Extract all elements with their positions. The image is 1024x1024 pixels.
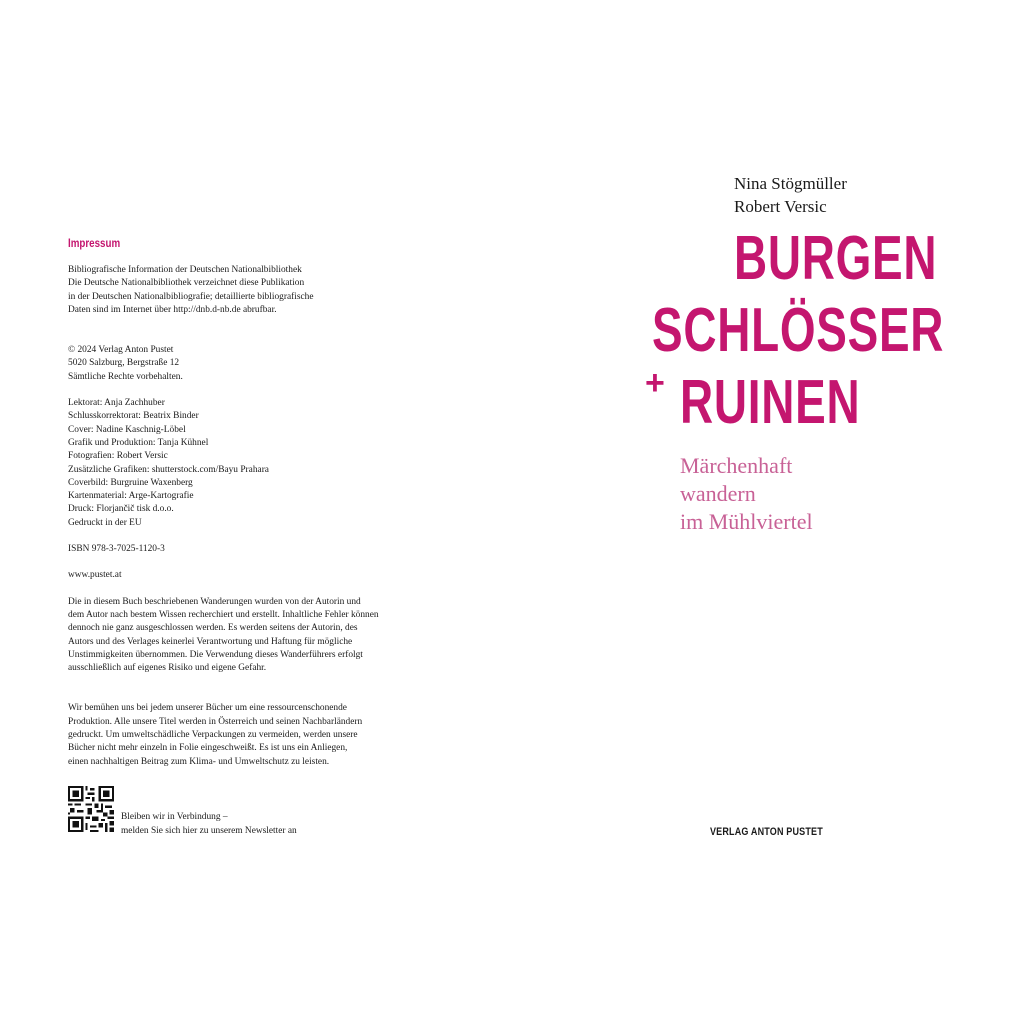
text-line: Wir bemühen uns bei jedem unserer Bücher um eine ressourcenschonende — [68, 703, 347, 714]
text-line: Daten sind im Internet über http://dnb.d-nb.de abrufbar. — [68, 304, 277, 315]
text-line: Bibliografische Information der Deutschen Nationalbibliothek — [68, 265, 302, 275]
text-line: ausschließlich auf eigenes Risiko und eigene Gefahr. — [68, 663, 267, 674]
disclaimer — [68, 596, 428, 676]
text-line: Bleiben wir in Verbindung – — [121, 812, 228, 823]
author-name: Robert Versic — [734, 197, 827, 216]
subtitle — [680, 452, 813, 536]
publisher-name: VERLAG ANTON PUSTET — [710, 826, 823, 838]
text-line: Produktion. Alle unsere Titel werden in Österreich und seinen Nachbarländern — [68, 716, 363, 727]
plus-sign: + — [645, 364, 665, 402]
text-line: dem Autor nach bestem Wissen recherchiert und erstellt. Inhaltliche Fehler können — [68, 609, 379, 620]
text-line: dennoch nie ganz ausgeschlossen werden. Es werden seitens der Autorin, des — [68, 623, 358, 634]
subtitle-line: im Mühlviertel — [680, 509, 813, 534]
text-line: Unstimmigkeiten übernommen. Die Verwendung dieses Wanderführers erfolgt — [68, 649, 363, 660]
newsletter-row — [68, 786, 428, 836]
author-name: Nina Stögmüller — [734, 174, 847, 193]
text-line: Die in diesem Buch beschriebenen Wanderungen wurden von der Autorin und — [68, 596, 361, 607]
text-line: 5020 Salzburg, Bergstraße 12 — [68, 358, 180, 369]
text-line: einen nachhaltigen Beitrag zum Klima- und Umweltschutz zu leisten. — [68, 756, 330, 767]
website-link[interactable]: www.pustet.at — [68, 570, 122, 581]
text-line: in der Deutschen Nationalbibliografie; detaillierte bibliografische — [68, 291, 314, 302]
title-line-burgen: BURGEN — [734, 224, 938, 293]
text-line: Autors und des Verlages keinerlei Verantwortung und Haftung für mögliche — [68, 636, 353, 647]
website — [68, 569, 428, 582]
text-line: © 2024 Verlag Anton Pustet — [68, 345, 174, 356]
impressum-title: Impressum — [68, 238, 121, 250]
text-line: Grafik und Produktion: Tanja Kühnel — [68, 437, 209, 448]
eco-statement — [68, 702, 428, 768]
text-line: Fotografien: Robert Versic — [68, 451, 168, 462]
text-line: Druck: Florjančič tisk d.o.o. — [68, 504, 174, 515]
text-line: Die Deutsche Nationalbibliothek verzeichnet diese Publikation — [68, 278, 305, 289]
qr-code-icon[interactable] — [68, 786, 114, 832]
credits — [68, 397, 428, 530]
subtitle-line: wandern — [680, 481, 756, 506]
text-line: melden Sie sich hier zu unserem Newsletter an — [121, 825, 297, 836]
bibliographic-info — [68, 264, 428, 317]
copyright-info — [68, 344, 428, 384]
text-line: Bücher nicht mehr einzeln in Folie eingeschweißt. Es ist uns ein Anliegen, — [68, 743, 348, 754]
text-line: Cover: Nadine Kaschnig-Löbel — [68, 424, 186, 435]
text-line: Lektorat: Anja Zachhuber — [68, 398, 165, 409]
text-line: gedruckt. Um umweltschädliche Verpackungen zu vermeiden, werden unsere — [68, 730, 358, 741]
isbn-text: ISBN 978-3-7025-1120-3 — [68, 544, 165, 555]
text-line: Gedruckt in der EU — [68, 517, 142, 528]
newsletter-text — [121, 811, 297, 838]
text-line: Sämtliche Rechte vorbehalten. — [68, 371, 183, 382]
text-line: Schlusskorrektorat: Beatrix Binder — [68, 411, 199, 422]
isbn — [68, 543, 428, 556]
text-line: Coverbild: Burgruine Waxenberg — [68, 477, 193, 488]
impressum-section — [68, 238, 428, 836]
text-line: Kartenmaterial: Arge-Kartografie — [68, 491, 194, 502]
authors — [734, 172, 847, 218]
subtitle-line: Märchenhaft — [680, 453, 793, 478]
title-line-ruinen: RUINEN — [680, 368, 861, 437]
text-line: Zusätzliche Grafiken: shutterstock.com/Bayu Prahara — [68, 464, 269, 475]
title-line-schloesser: SCHLÖSSER — [652, 296, 945, 365]
